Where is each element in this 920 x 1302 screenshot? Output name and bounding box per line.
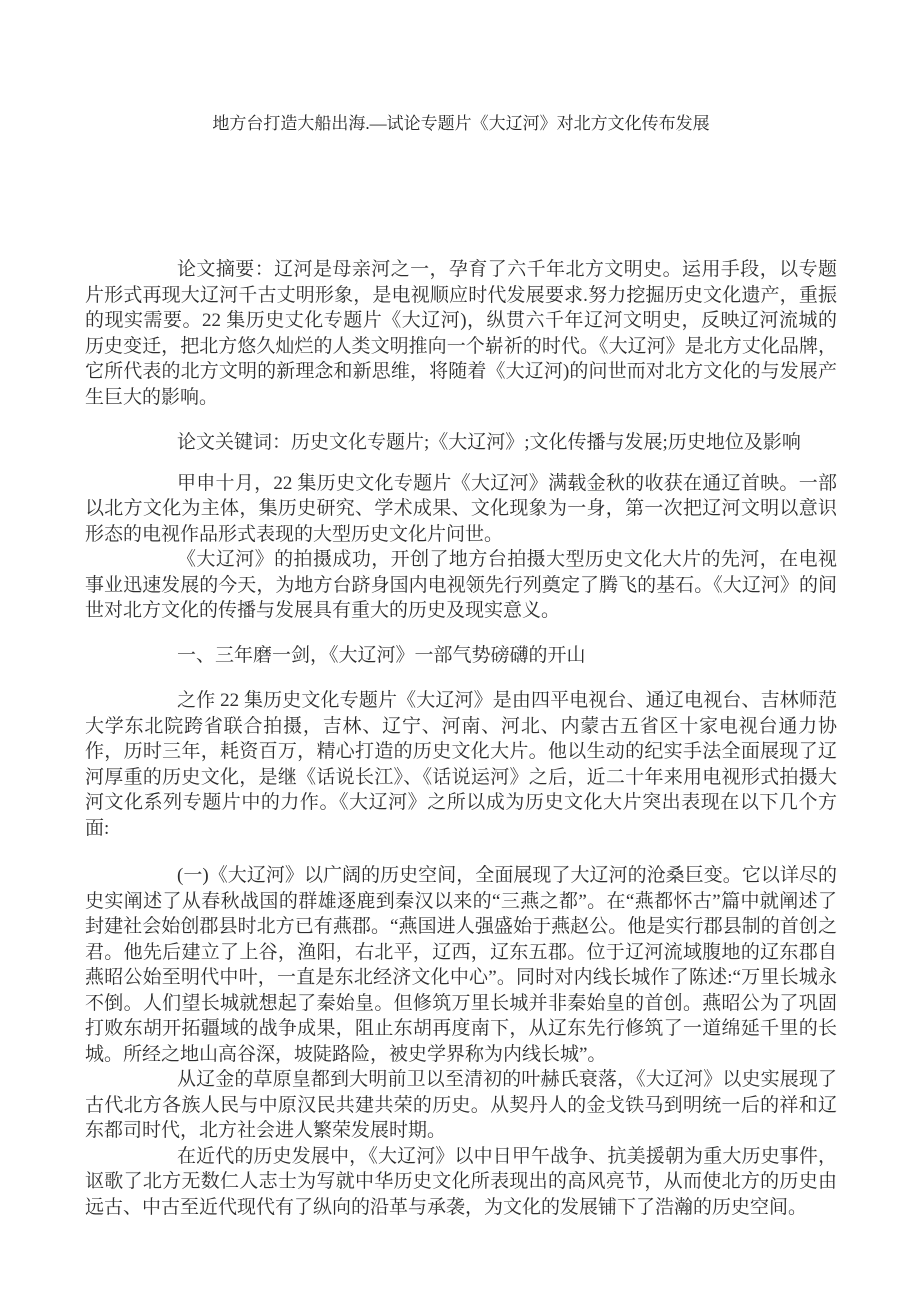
abstract-paragraph: 论文摘要：辽河是母亲河之一，孕育了六千年北方文明史。运用手段，以专题片形式再现大辽河千古丈明形象，是电视顺应时代发展要求.努力挖掘历史文化遗产，重振的现实需要。22 集历史丈化专题片《大辽河)，纵贯六千年辽河文明史，反映辽河流城的历史变迁，把北方悠久灿烂的人类文明推向一个崭祈的时代。《大辽河》是北方丈化品牌，它所代表的北方文明的新理念和新思维，将随着《大辽河)的问世而对北方文化的与发展产生巨大的影响。 [85,259,837,408]
history-space-paragraph: (一)《大辽河》以广阔的历史空间，全面展现了大辽河的沧桑巨变。它以详尽的史实阐述了从春秋战国的群雄逐鹿到秦汉以来的“三燕之都”。在“燕都怀古”篇中就阐述了封建社会始创郡县时北方已有燕郡。“燕国进人强盛始于燕赵公。他是实行郡县制的首创之君。他先后建立了上谷，渔阳，右北平，辽西，辽东五郡。位于辽河流域腹地的辽东郡自燕昭公始至明代中叶，一直是东北经济文化中心”。同时对内线长城作了陈述:“万里长城永不倒。人们望长城就想起了秦始皇。但修筑万里长城并非秦始皇的首创。燕昭公为了巩固打败东胡开拓疆域的战争成果，阻止东胡再度南下，从辽东先行修筑了一道绵延千里的长城。所经之地山高谷深，坡陡路险，被史学界称为内线长城”。 [85,865,837,1065]
opening-paragraph: 甲申十月，22 集历史文化专题片《大辽河》满载金秋的收获在通辽首映。一部以北方文化为主体，集历史研究、学术成果、文化现象为一身，第一次把辽河文明以意识形态的电视作品形式表现的大型历史文化片问世。 [85,472,837,545]
production-paragraph: 之作 22 集历史文化专题片《大辽河》是由四平电视台、通辽电视台、吉林师范大学东北院跨省联合拍摄，吉林、辽宁、河南、河北、内蒙古五省区十家电视台通力协作，历时三年，耗资百万，精心打造的历史文化大片。他以生动的纪实手法全面展现了辽河厚重的历史文化，是继《话说长江》、《话说运河》之后，近二十年来用电视形式拍摄大河文化系列专题片中的力作。《大辽河》之所以成为历史文化大片突出表现在以下几个方面: [85,690,837,839]
modern-history-paragraph: 在近代的历史发展中，《大辽河》以中日甲午战争、抗美援朝为重大历史事件，讴歌了北方无数仁人志士为写就中华历史文化所表现出的高风亮节，从而使北方的历史由远古、中古至近代现代有了纵向的沿革与承袭，为文化的发展铺下了浩瀚的历史空间。 [85,1145,837,1218]
filming-success-paragraph: 《大辽河》的拍摄成功，开创了地方台拍摄大型历史文化大片的先河，在电视事业迅速发展的今天，为地方台跻身国内电视领先行列奠定了腾飞的基石。《大辽河》的间世对北方文化的传播与发展具有重大的历史及现实意义。 [85,549,837,621]
document-title: 地方台打造大船出海.—试论专题片《大辽河》对北方文化传布发展 [212,114,710,133]
liao-jin-paragraph: 从辽金的草原皇都到大明前卫以至清初的叶赫氏衰落，《大辽河》以史实展现了古代北方各族人民与中原汉民共建共荣的历史。从契丹人的金戈铁马到明统一后的祥和辽东都司时代，北方社会进人繁荣发展时期。 [85,1069,837,1141]
section-one-heading: 一、三年磨一剑，《大辽河》一部气势磅礴的开山 [177,644,586,666]
keywords-paragraph: 论文关键词：历史文化专题片;《大辽河》;文化传播与发展;历史地位及影响 [177,432,801,453]
